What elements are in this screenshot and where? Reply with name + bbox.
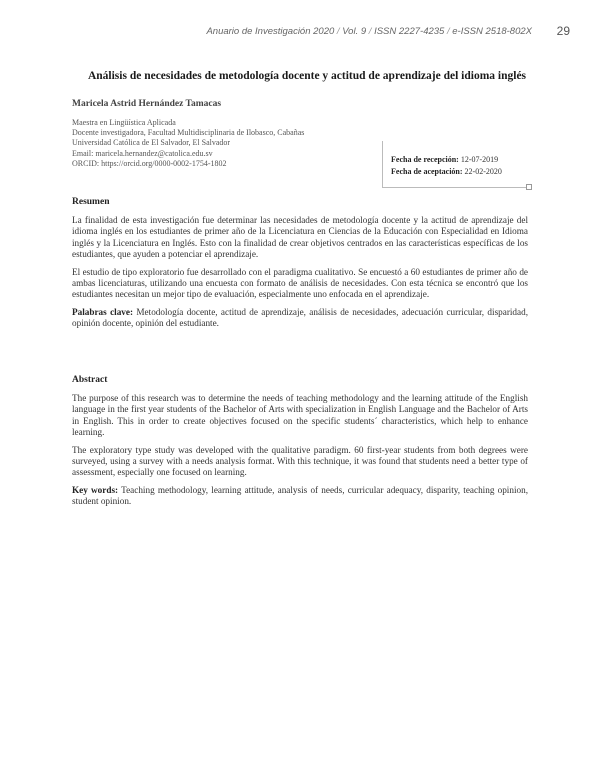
resumen-section: [72, 197, 528, 336]
abstract-keywords: [72, 485, 528, 508]
resumen-heading: Resumen: [72, 197, 110, 207]
journal-issn: ISSN 2227-4235: [374, 26, 445, 37]
resumen-paragraph-2: El estudio de tipo exploratorio fue desarrollado con el paradigma cualitativo. Se encuestó a 60 estudiantes de primer año de ambas licenciaturas, utilizando una encuesta con formato de análisis de necesidades. Con esta técnica se encontró que los estudiantes necesitan un mejor tipo de evaluación, especialmente uno enfocada en el aprendizaje.: [72, 266, 528, 300]
abstract-section: [72, 375, 528, 514]
abstract-paragraph-1: The purpose of this research was to determine the needs of teaching methodology and the learning attitude of the English language in the first year students of the Bachelor of Arts with specialization in English Language and the Bachelor of Arts in English. This in order to create objectives focused on the specific students´ characteristics, which help to enhance learning.: [72, 393, 528, 438]
affiliation-email[interactable]: Email: maricela.hernandez@catolica.edu.sv: [72, 148, 213, 158]
resumen-keywords-label: Palabras clave:: [72, 306, 134, 317]
author-name: Maricela Astrid Hernández Tamacas: [72, 99, 222, 109]
resumen-keywords: [72, 307, 528, 330]
resumen-keywords-text: Metodología docente, actitud de aprendizaje, análisis de necesidades, adecuación curricular, disparidad, opinión docente, opinión del estudiante.: [72, 306, 528, 329]
author-affiliation: [72, 118, 402, 169]
running-header: [0, 26, 600, 40]
page-number: 29: [556, 24, 570, 38]
affiliation-position: Docente investigadora, Facultad Multidisciplinaria de Ilobasco, Cabañas: [72, 128, 305, 138]
journal-name: Anuario de Investigación 2020: [206, 26, 335, 37]
accepted-date: [391, 167, 502, 176]
journal-citation: Anuario de Investigación 2020 / Vol. 9 / ISSN 2227-4235 / e-ISSN 2518-802X: [206, 26, 532, 37]
abstract-paragraph-2: The exploratory type study was developed with the qualitative paradigm. 60 first-year students from both degrees were surveyed, using a survey with a needs analysis format. With this technique, it was found that students need a better type of assessment, especially one focused on learning.: [72, 444, 528, 478]
accepted-label: Fecha de aceptación:: [391, 167, 463, 176]
accepted-value: 22-02-2020: [464, 167, 502, 176]
resumen-paragraph-1: La finalidad de esta investigación fue determinar las necesidades de metodología docente y la actitud de aprendizaje del idioma inglés en los estudiantes de primer año de la Licenciatura en Ciencias de la Educación con Especialidad en Idioma inglés y la Licenciatura en Inglés. Esto con la finalidad de crear objetivos centrados en las características específicas de los estudiantes, que ayuden a potenciar el aprendizaje.: [72, 215, 528, 260]
article-title: Análisis de necesidades de metodología docente y actitud de aprendizaje del idioma inglés: [87, 70, 527, 82]
dates-box: [382, 141, 529, 188]
affiliation-degree: Maestra en Lingüística Aplicada: [72, 118, 176, 127]
abstract-keywords-label: Key words:: [72, 484, 119, 495]
received-date: [391, 155, 498, 164]
abstract-keywords-text: Teaching methodology, learning attitude, analysis of needs, curricular adequacy, disparity, teaching opinion, student opinion.: [72, 484, 528, 507]
box-corner-mark: [526, 184, 532, 190]
journal-volume: Vol. 9: [342, 26, 367, 37]
affiliation-orcid[interactable]: ORCID: https://orcid.org/0000-0002-1754-1802: [72, 158, 227, 168]
received-value: 12-07-2019: [460, 155, 499, 164]
affiliation-university: Universidad Católica de El Salvador, El Salvador: [72, 138, 231, 148]
received-label: Fecha de recepción:: [391, 155, 459, 164]
journal-eissn: e-ISSN 2518-802X: [452, 26, 532, 37]
abstract-heading: Abstract: [72, 375, 108, 385]
